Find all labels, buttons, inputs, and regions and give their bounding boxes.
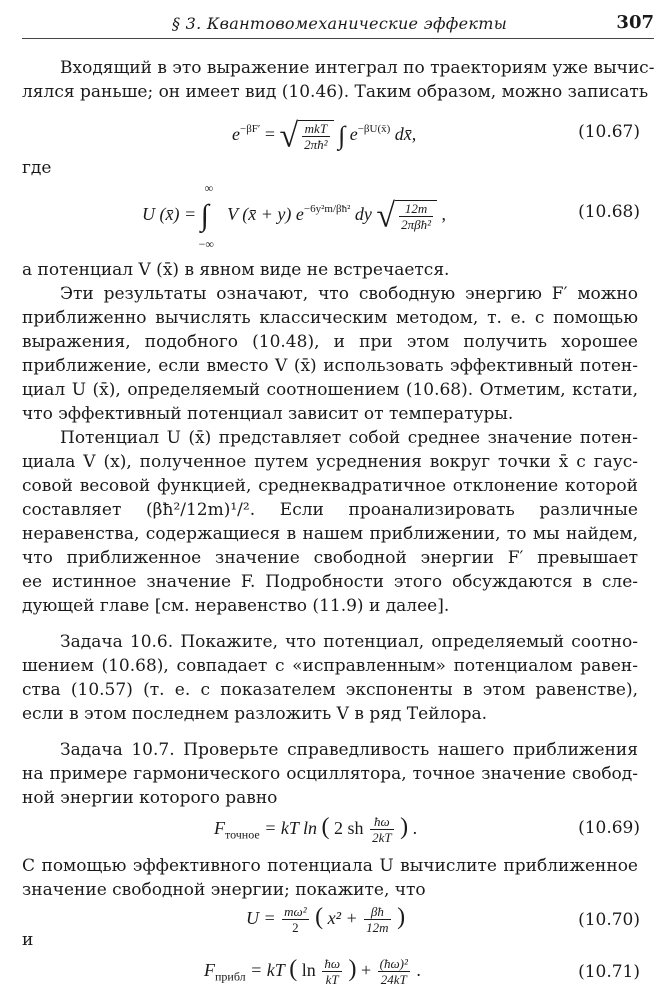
eq-term: V (x̄ + y) e	[227, 204, 304, 224]
text-line: Потенциал U (x̄) представляет собой среднее значение потен-	[60, 428, 638, 448]
eq-exponent: −βF′	[240, 123, 261, 135]
equation-10-67	[232, 116, 417, 155]
frac-denominator: kT	[325, 972, 339, 988]
text-line: неравенства, содержащиеся в нашем приближении, то мы найдем,	[22, 524, 638, 544]
paren: )	[397, 904, 406, 930]
problem-10-7-line: Задача 10.7. Проверьте справедливость нашего приближения	[60, 740, 638, 760]
text-line: значение свободной энергии; покажите, что	[22, 880, 426, 900]
text-line: что эффективный потенциал зависит от температуры.	[22, 404, 514, 424]
frac-numerator: βħ	[364, 904, 390, 920]
equation-10-69	[214, 814, 417, 848]
text-line: приближение, если вместо V (x̄) использовать эффективный потен-	[22, 356, 638, 376]
frac-numerator: (ħω)²	[379, 956, 408, 972]
sqrt: √ $\frac{12m}{\text{2πβħ²}}$	[376, 200, 437, 232]
paren: )	[348, 956, 357, 982]
problem-10-6-line: шением (10.68), совпадает с «исправленным» потенциалом равен-	[22, 656, 638, 676]
eq-term: e	[349, 124, 358, 144]
paren: (	[315, 904, 324, 930]
problem-10-7-line: на примере гармонического осциллятора, точное значение свобод-	[22, 764, 638, 784]
integral-upper-limit: ∞	[204, 181, 214, 195]
sqrt: √ $\frac{\text{mkT}}{\text{2πħ²}}$	[279, 120, 333, 152]
problem-10-6-line: Задача 10.6. Покажите, что потенциал, определяемый соотно-	[60, 632, 638, 652]
text-line: ее истинное значение F. Подробности этого обсуждаются в сле-	[22, 572, 638, 592]
eq-term: = kT ln	[264, 818, 318, 838]
word-where: где	[22, 158, 52, 178]
eq-term: ln	[301, 960, 316, 980]
frac-numerator: 12m	[399, 201, 433, 217]
eq-term: F	[214, 818, 225, 838]
paren: (	[289, 956, 298, 982]
equation-number: (10.67)	[578, 122, 640, 142]
eq-exponent: −βU(x̄)	[357, 123, 391, 135]
eq-comma: ,	[441, 204, 446, 224]
equation-number: (10.70)	[578, 910, 640, 930]
text-line: циала V (x), полученное путем усреднения вокруг точки x̄ с гаус-	[22, 452, 638, 472]
eq-lhs: U (x̄) =	[142, 204, 197, 224]
integral-lower-limit: −∞	[198, 237, 214, 251]
page-header	[22, 8, 654, 39]
text-line: выражения, подобного (10.48), и при этом получить хорошее	[22, 332, 638, 352]
frac-numerator: mkT	[302, 121, 329, 137]
page-number: 307	[616, 12, 654, 33]
frac-numerator: mω²	[284, 904, 307, 920]
frac-denominator: 24kT	[380, 972, 407, 988]
frac-denominator: 2	[292, 920, 299, 936]
text-line: совой весовой функцией, среднеквадратичное отклонение которой	[22, 476, 638, 496]
eq-subscript: точное	[225, 827, 260, 842]
text-line: приближенно вычислять классическим методом, т. е. с помощью	[22, 308, 638, 328]
eq-subscript: прибл	[215, 969, 246, 984]
problem-10-6-line: если в этом последнем разложить V в ряд Тейлора.	[22, 704, 487, 724]
running-head: § 3. Квантовомеханические эффекты	[172, 14, 508, 33]
frac-denominator: 2kT	[372, 830, 392, 846]
eq-dot: .	[416, 960, 421, 980]
eq-exponent: −6y²m/βħ²	[303, 203, 351, 215]
frac-numerator: ħω	[324, 956, 340, 972]
integral-sign: ∫	[200, 198, 209, 232]
equation-number: (10.69)	[578, 818, 640, 838]
text-line: циал U (x̄), определяемый соотношением (10.68). Отметим, кстати,	[22, 380, 638, 400]
problem-10-7-line: ной энергии которого равно	[22, 788, 278, 808]
problem-10-6-line: ства (10.57) (т. е. с показателем экспоненты в этом равенстве),	[22, 680, 638, 700]
frac-denominator: 12m	[366, 920, 389, 936]
equation-number: (10.71)	[578, 962, 640, 982]
integral-sign: ∫	[338, 120, 346, 150]
equation-10-70	[246, 904, 405, 935]
eq-dot: .	[412, 818, 418, 838]
equation-number: (10.68)	[578, 202, 640, 222]
word-and: и	[22, 930, 34, 950]
eq-sign: =	[264, 124, 275, 144]
eq-term: e	[232, 124, 240, 144]
text-line: Эти результаты означают, что свободную энергию F′ можно	[60, 284, 638, 304]
text-line: что приближенное значение свободной энергии F′ превышает	[22, 548, 638, 568]
eq-term: = kT	[250, 960, 285, 980]
eq-term: x² +	[327, 908, 358, 928]
text-line: составляет (βħ²/12m)¹/². Если проанализировать различные	[22, 500, 638, 520]
eq-term: 2 sh	[334, 818, 364, 838]
paren: (	[321, 814, 330, 840]
frac-numerator: ħω	[370, 814, 394, 830]
eq-term: dy	[354, 204, 372, 224]
text-line: дующей главе [см. неравенство (11.9) и далее].	[22, 596, 450, 616]
equation-10-71	[204, 956, 421, 990]
frac-denominator: 2πħ²	[304, 136, 328, 152]
eq-lhs: U =	[246, 908, 276, 928]
text-line: а потенциал V (x̄) в явном виде не встречается.	[22, 260, 450, 280]
equation-10-68	[142, 181, 446, 251]
text-line: Входящий в это выражение интеграл по траекториям уже вычис-	[60, 58, 655, 78]
eq-term: dx̄,	[394, 124, 417, 144]
eq-sign: +	[361, 960, 372, 980]
eq-term: F	[204, 960, 215, 980]
paren: )	[400, 814, 409, 840]
text-line: С помощью эффективного потенциала U вычислите приближенное	[22, 856, 638, 876]
frac-denominator: 2πβħ²	[401, 216, 431, 232]
text-line: лялся раньше; он имеет вид (10.46). Таким образом, можно записать	[22, 82, 649, 102]
